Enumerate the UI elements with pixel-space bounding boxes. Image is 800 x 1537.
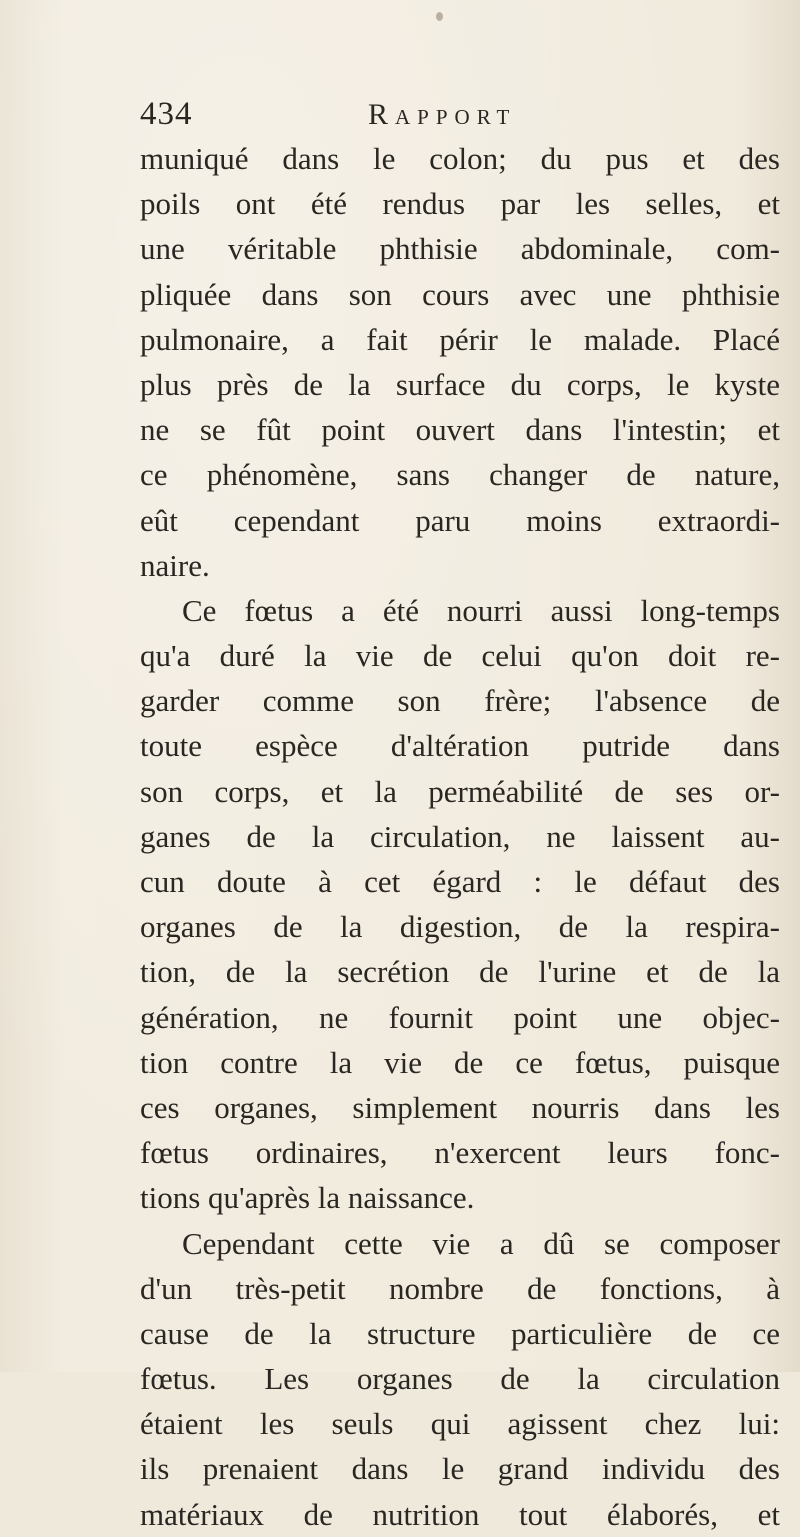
text-line: matériaux de nutrition tout élaborés, et <box>140 1496 780 1532</box>
text-line: ne se fût point ouvert dans l'intestin; et <box>140 412 780 448</box>
text-line: ces organes, simplement nourris dans les <box>140 1089 780 1125</box>
ink-speck <box>436 12 443 21</box>
paragraph-start-line: Cependant cette vie a dû se composer <box>182 1225 780 1261</box>
text-line: cun doute à cet égard : le défaut des <box>140 864 780 899</box>
text-line: poils ont été rendus par les selles, et <box>140 186 780 222</box>
body-text <box>140 136 780 1537</box>
text-line: organes de la digestion, de la respira- <box>140 909 780 945</box>
text-line: fœtus. Les organes de la circulation <box>140 1361 780 1397</box>
text-line: ils prenaient dans le grand individu des <box>140 1451 780 1487</box>
text-line: eût cependant paru moins extraordi- <box>140 502 780 538</box>
text-line: qu'a duré la vie de celui qu'on doit re- <box>140 638 780 674</box>
text-line: ce phénomène, sans changer de nature, <box>140 457 780 493</box>
paragraph-start-line: Ce fœtus a été nourri aussi long-temps <box>182 592 780 628</box>
text-line: cause de la structure particulière de ce <box>140 1315 780 1351</box>
text-line: tion contre la vie de ce fœtus, puisque <box>140 1044 780 1080</box>
page-header <box>140 96 760 140</box>
text-line: muniqué dans le colon; du pus et des <box>140 141 780 176</box>
page-number: 434 <box>140 96 193 132</box>
text-line: pulmonaire, a fait périr le malade. Placé <box>140 321 780 357</box>
text-line: plus près de la surface du corps, le kyste <box>140 366 780 402</box>
text-line: son corps, et la perméabilité de ses or- <box>140 773 780 809</box>
text-line: fœtus ordinaires, n'exercent leurs fonc- <box>140 1135 780 1171</box>
text-line: tion, de la secrétion de l'urine et de la <box>140 954 780 990</box>
paragraph-end-line: naire. <box>140 547 210 583</box>
text-line: génération, ne fournit point une objec- <box>140 999 780 1035</box>
running-title: Rapport <box>368 98 517 131</box>
text-line: étaient les seuls qui agissent chez lui: <box>140 1406 780 1442</box>
text-line: ganes de la circulation, ne laissent au- <box>140 818 780 854</box>
text-line: d'un très-petit nombre de fonctions, à <box>140 1270 780 1306</box>
text-line: toute espèce d'altération putride dans <box>140 728 780 764</box>
text-line: garder comme son frère; l'absence de <box>140 683 780 719</box>
paragraph-end-line: tions qu'après la naissance. <box>140 1180 475 1216</box>
text-line: une véritable phthisie abdominale, com- <box>140 231 780 267</box>
text-line: pliquée dans son cours avec une phthisie <box>140 276 780 312</box>
